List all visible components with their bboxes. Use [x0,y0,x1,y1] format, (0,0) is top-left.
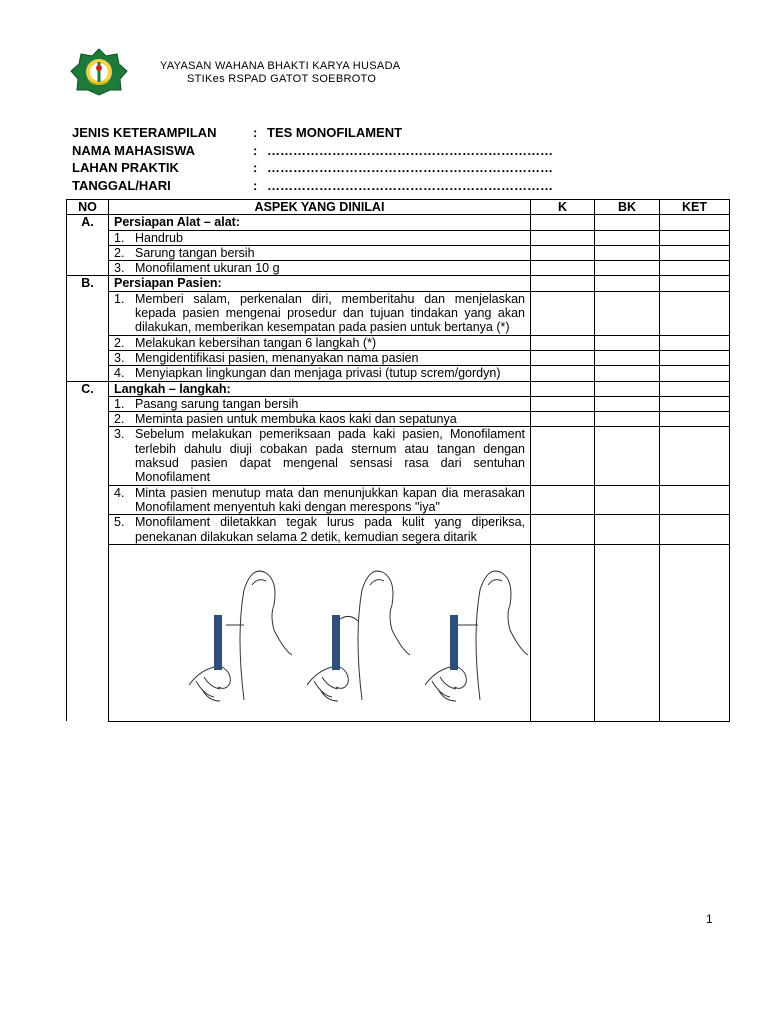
ket-cell[interactable] [660,515,730,545]
lahan-label: LAHAN PRAKTIK [72,160,179,175]
jenis-value: TES MONOFILAMENT [267,125,403,140]
score-k-cell[interactable] [531,261,595,276]
item-number: 2. [114,335,125,350]
info-row-nama [72,142,553,160]
header-aspek: ASPEK YANG DINILAI [109,200,531,215]
ket-cell[interactable] [660,291,730,335]
score-k-cell[interactable] [531,230,595,245]
item-number: 4. [114,485,125,500]
item-text: Sebelum melakukan pemeriksaan pada kaki pasien, Monofilament terlebih dahulu diuji cobakan pada sternum atau tangan dengan maksud pasien dapat mengenal sensasi rasa dari sentuhan Monofilament [135,427,525,485]
score-bk-cell[interactable] [595,544,660,721]
score-k-cell[interactable] [531,366,595,381]
section-title: Persiapan Alat – alat: [109,215,531,230]
section-title: Langkah – langkah: [109,381,531,396]
item-cell [109,396,531,411]
item-cell [109,350,531,365]
section-title: Persiapan Pasien: [109,276,531,291]
score-bk-cell[interactable] [595,245,660,260]
page-number: 1 [706,912,713,926]
nama-field[interactable]: ………………………………………………………… [267,142,553,158]
ket-cell[interactable] [660,427,730,485]
item-number: 1. [114,230,125,245]
score-bk-cell[interactable] [595,291,660,335]
item-text: Minta pasien menutup mata dan menunjukkan kapan dia merasakan Monofilament menyentuh kaki dengan merespons "iya" [135,485,525,514]
lahan-field[interactable]: ………………………………………………………… [267,160,553,175]
score-bk-cell[interactable] [595,261,660,276]
skill-info-block [72,124,553,194]
section-no: C. [67,381,109,721]
ket-cell[interactable] [660,230,730,245]
item-text: Pasang sarung tangan bersih [135,396,299,411]
score-k-cell[interactable] [531,396,595,411]
item-number: 1. [114,291,125,306]
table-row [67,335,730,350]
score-k-cell[interactable] [531,485,595,515]
item-cell [109,230,531,245]
organization-header [160,60,400,86]
item-text: Handrub [135,230,183,245]
score-k-cell[interactable] [531,291,595,335]
score-k-cell[interactable] [531,245,595,260]
score-bk-cell[interactable] [595,396,660,411]
table-row [67,261,730,276]
score-k-cell[interactable] [531,276,595,291]
section-row [67,276,730,291]
info-row-lahan [72,159,553,177]
ket-cell[interactable] [660,215,730,230]
header-no: NO [67,200,109,215]
header-k: K [531,200,595,215]
item-cell [109,515,531,545]
section-no: A. [67,215,109,276]
item-text: Monofilament ukuran 10 g [135,261,280,276]
item-cell [109,485,531,515]
score-bk-cell[interactable] [595,427,660,485]
score-bk-cell[interactable] [595,366,660,381]
item-number: 1. [114,396,125,411]
item-number: 3. [114,261,125,276]
ket-cell[interactable] [660,366,730,381]
item-text: Memberi salam, perkenalan diri, memberitahu dan menjelaskan kepada pasien mengenai prosedur dan tujuan tindakan yang akan dilakukan, memberikan kesempatan pada pasien untuk bertanya (*) [135,291,525,335]
org-name-line2: STIKes RSPAD GATOT SOEBROTO [187,73,377,85]
score-bk-cell[interactable] [595,485,660,515]
colon: : [253,125,258,140]
score-bk-cell[interactable] [595,381,660,396]
ket-cell[interactable] [660,396,730,411]
score-bk-cell[interactable] [595,335,660,350]
info-row-tanggal [72,177,553,195]
section-no: B. [67,276,109,381]
item-text: Sarung tangan bersih [135,245,255,260]
table-row [67,291,730,335]
section-row [67,215,730,230]
item-text: Monofilament diletakkan tegak lurus pada kulit yang diperiksa, penekanan dilakukan selama 2 detik, kemudian segera ditarik [135,515,525,544]
score-k-cell[interactable] [531,350,595,365]
ket-cell[interactable] [660,544,730,721]
monofilament-step-3 [425,571,528,701]
item-cell [109,412,531,427]
item-number: 5. [114,515,125,530]
figure-row [67,544,730,721]
tanggal-label: TANGGAL/HARI [72,177,171,193]
table-row [67,396,730,411]
item-number: 2. [114,245,125,260]
score-bk-cell[interactable] [595,350,660,365]
item-number: 3. [114,350,125,365]
assessment-table [66,199,730,722]
ket-cell[interactable] [660,412,730,427]
ket-cell[interactable] [660,261,730,276]
colon: : [253,177,258,193]
table-row [67,230,730,245]
ket-cell[interactable] [660,276,730,291]
table-row [67,515,730,545]
nama-label: NAMA MAHASISWA [72,142,196,158]
item-number: 2. [114,412,125,427]
table-row [67,485,730,515]
ket-cell[interactable] [660,381,730,396]
score-bk-cell[interactable] [595,515,660,545]
monofilament-step-1 [189,571,292,701]
monofilament-step-2 [307,571,410,701]
colon: : [253,160,258,175]
monofilament-illustration [174,555,534,705]
score-k-cell[interactable] [531,427,595,485]
table-row [67,245,730,260]
item-text: Menyiapkan lingkungan dan menjaga privasi (tutup screm/gordyn) [135,366,501,381]
item-cell [109,427,531,485]
score-bk-cell[interactable] [595,276,660,291]
item-text: Meminta pasien untuk membuka kaos kaki dan sepatunya [135,412,457,427]
item-cell [109,291,531,335]
score-bk-cell[interactable] [595,215,660,230]
table-row [67,350,730,365]
section-row [67,381,730,396]
item-number: 4. [114,366,125,381]
table-row [67,412,730,427]
table-row [67,366,730,381]
org-name-line1: YAYASAN WAHANA BHAKTI KARYA HUSADA [160,60,401,72]
score-bk-cell[interactable] [595,230,660,245]
jenis-label: JENIS KETERAMPILAN [72,125,217,140]
score-k-cell[interactable] [531,381,595,396]
item-number: 3. [114,427,125,442]
ket-cell[interactable] [660,335,730,350]
table-row [67,427,730,485]
item-cell [109,245,531,260]
colon: : [253,142,258,158]
item-text: Melakukan kebersihan tangan 6 langkah (*) [135,335,377,350]
score-k-cell[interactable] [531,335,595,350]
header-ket: KET [660,200,730,215]
ket-cell[interactable] [660,350,730,365]
item-cell [109,366,531,381]
score-k-cell[interactable] [531,412,595,427]
score-k-cell[interactable] [531,515,595,545]
score-bk-cell[interactable] [595,412,660,427]
tanggal-field[interactable]: ………………………………………………………… [267,177,553,193]
item-cell [109,261,531,276]
figure-cell [109,544,531,721]
info-row-jenis [72,124,553,142]
item-text: Mengidentifikasi pasien, menanyakan nama pasien [135,350,419,365]
table-header-row [67,200,730,215]
header-bk: BK [595,200,660,215]
ket-cell[interactable] [660,245,730,260]
ket-cell[interactable] [660,485,730,515]
score-k-cell[interactable] [531,544,595,721]
institution-logo [70,48,128,96]
item-cell [109,335,531,350]
score-k-cell[interactable] [531,215,595,230]
